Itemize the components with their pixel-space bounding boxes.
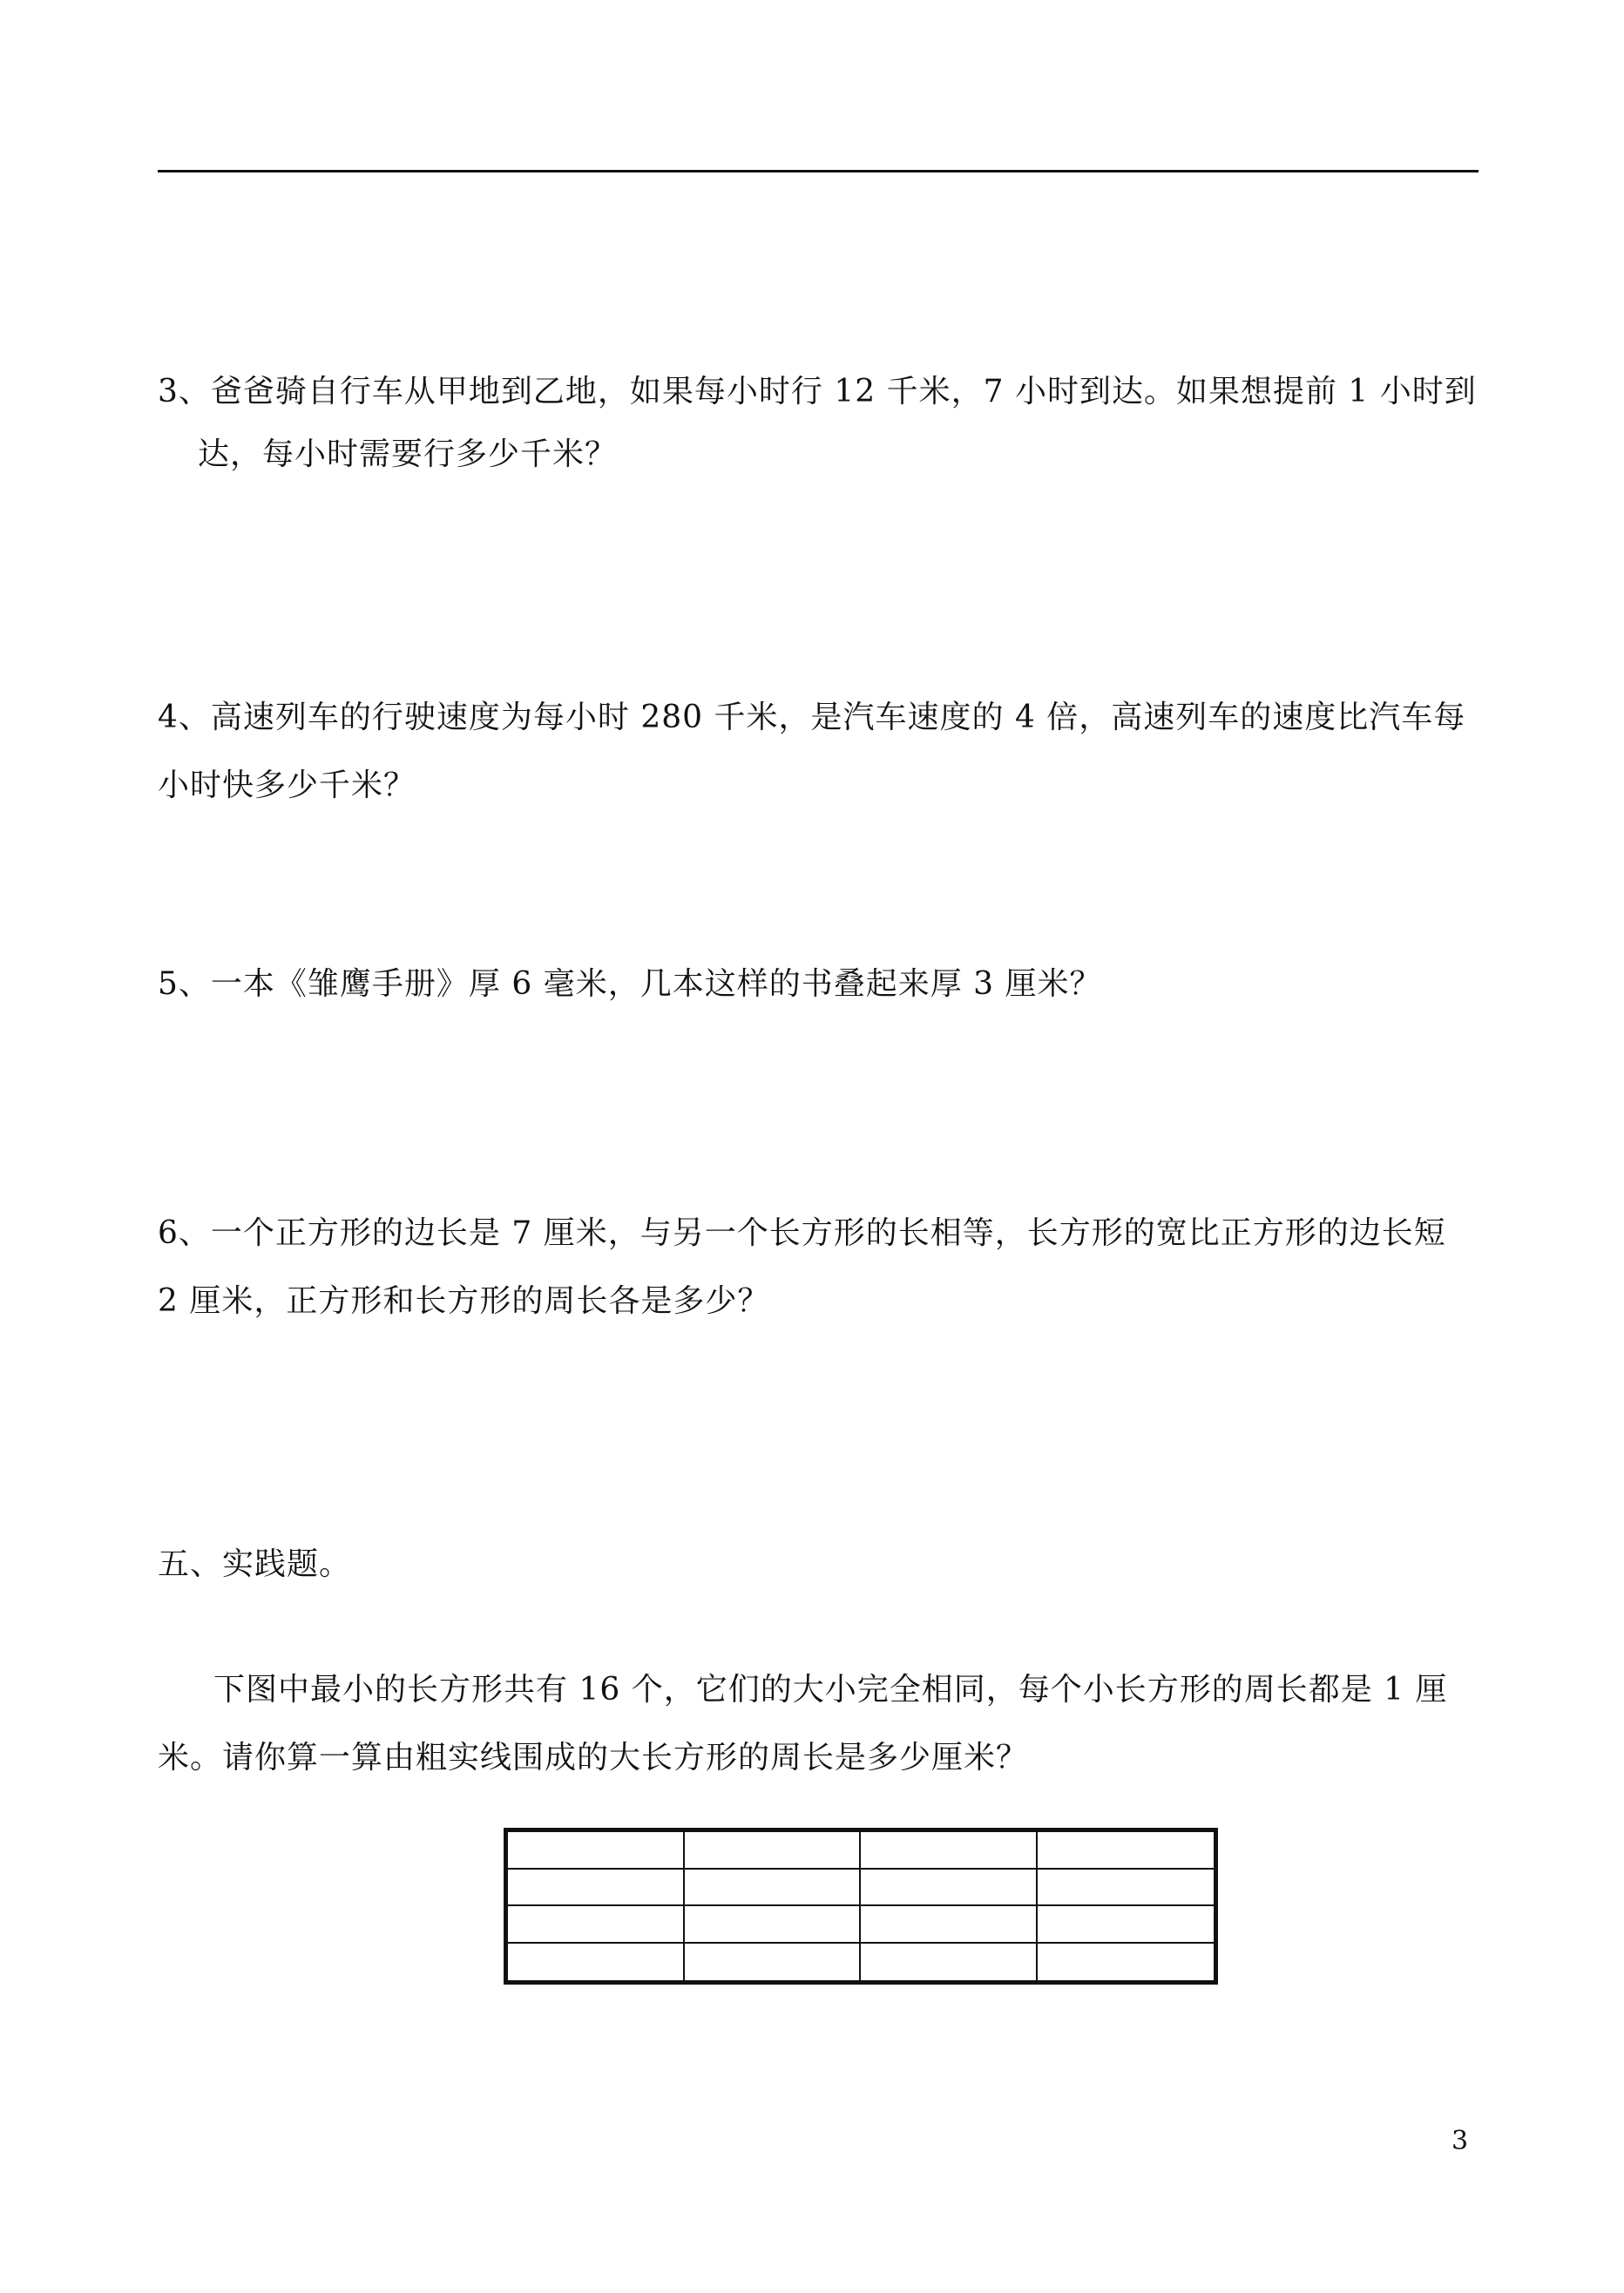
- grid-cell: [685, 1944, 862, 1981]
- grid-cell: [508, 1906, 685, 1944]
- grid-cell: [861, 1906, 1038, 1944]
- problem-3-line-1: 3、爸爸骑自行车从甲地到乙地，如果每小时行 12 千米，7 小时到达。如果想提前 1 小时到: [158, 374, 1477, 409]
- page-number: 3: [1451, 2126, 1469, 2156]
- problem-5-line-1: 5、一本《雏鹰手册》厚 6 毫米，几本这样的书叠起来厚 3 厘米？: [158, 966, 1102, 1002]
- problem-6-line-2: 2 厘米，正方形和长方形的周长各是多少？: [158, 1283, 770, 1319]
- problem-3-line-2: 达，每小时需要行多少千米？: [198, 436, 618, 472]
- grid-cell: [508, 1870, 685, 1907]
- section-5-line-1: 下图中最小的长方形共有 16 个，它们的大小完全相同，每个小长方形的周长都是 1 厘: [213, 1672, 1448, 1708]
- grid-cell: [1038, 1906, 1215, 1944]
- grid-cell: [1038, 1870, 1215, 1907]
- grid-cell: [685, 1906, 862, 1944]
- grid-cell: [861, 1944, 1038, 1981]
- grid-cell: [685, 1832, 862, 1870]
- problem-4-line-2: 小时快多少千米？: [158, 768, 416, 803]
- grid-cell: [1038, 1944, 1215, 1981]
- grid-cell: [685, 1870, 862, 1907]
- grid-cell: [1038, 1832, 1215, 1870]
- problem-4-line-1: 4、高速列车的行驶速度为每小时 280 千米，是汽车速度的 4 倍，高速列车的速度比汽车每: [158, 700, 1466, 735]
- header-rule: [158, 170, 1479, 172]
- grid-cell: [861, 1832, 1038, 1870]
- grid-cell: [508, 1944, 685, 1981]
- problem-6-line-1: 6、一个正方形的边长是 7 厘米，与另一个长方形的长相等，长方形的宽比正方形的边长短: [158, 1215, 1446, 1251]
- section-5-heading: 五、实践题。: [158, 1546, 352, 1582]
- rectangle-grid-figure: [504, 1828, 1218, 1985]
- section-5-line-2: 米。请你算一算由粗实线围成的大长方形的周长是多少厘米？: [158, 1740, 1029, 1776]
- grid-cell: [508, 1832, 685, 1870]
- grid-cell: [861, 1870, 1038, 1907]
